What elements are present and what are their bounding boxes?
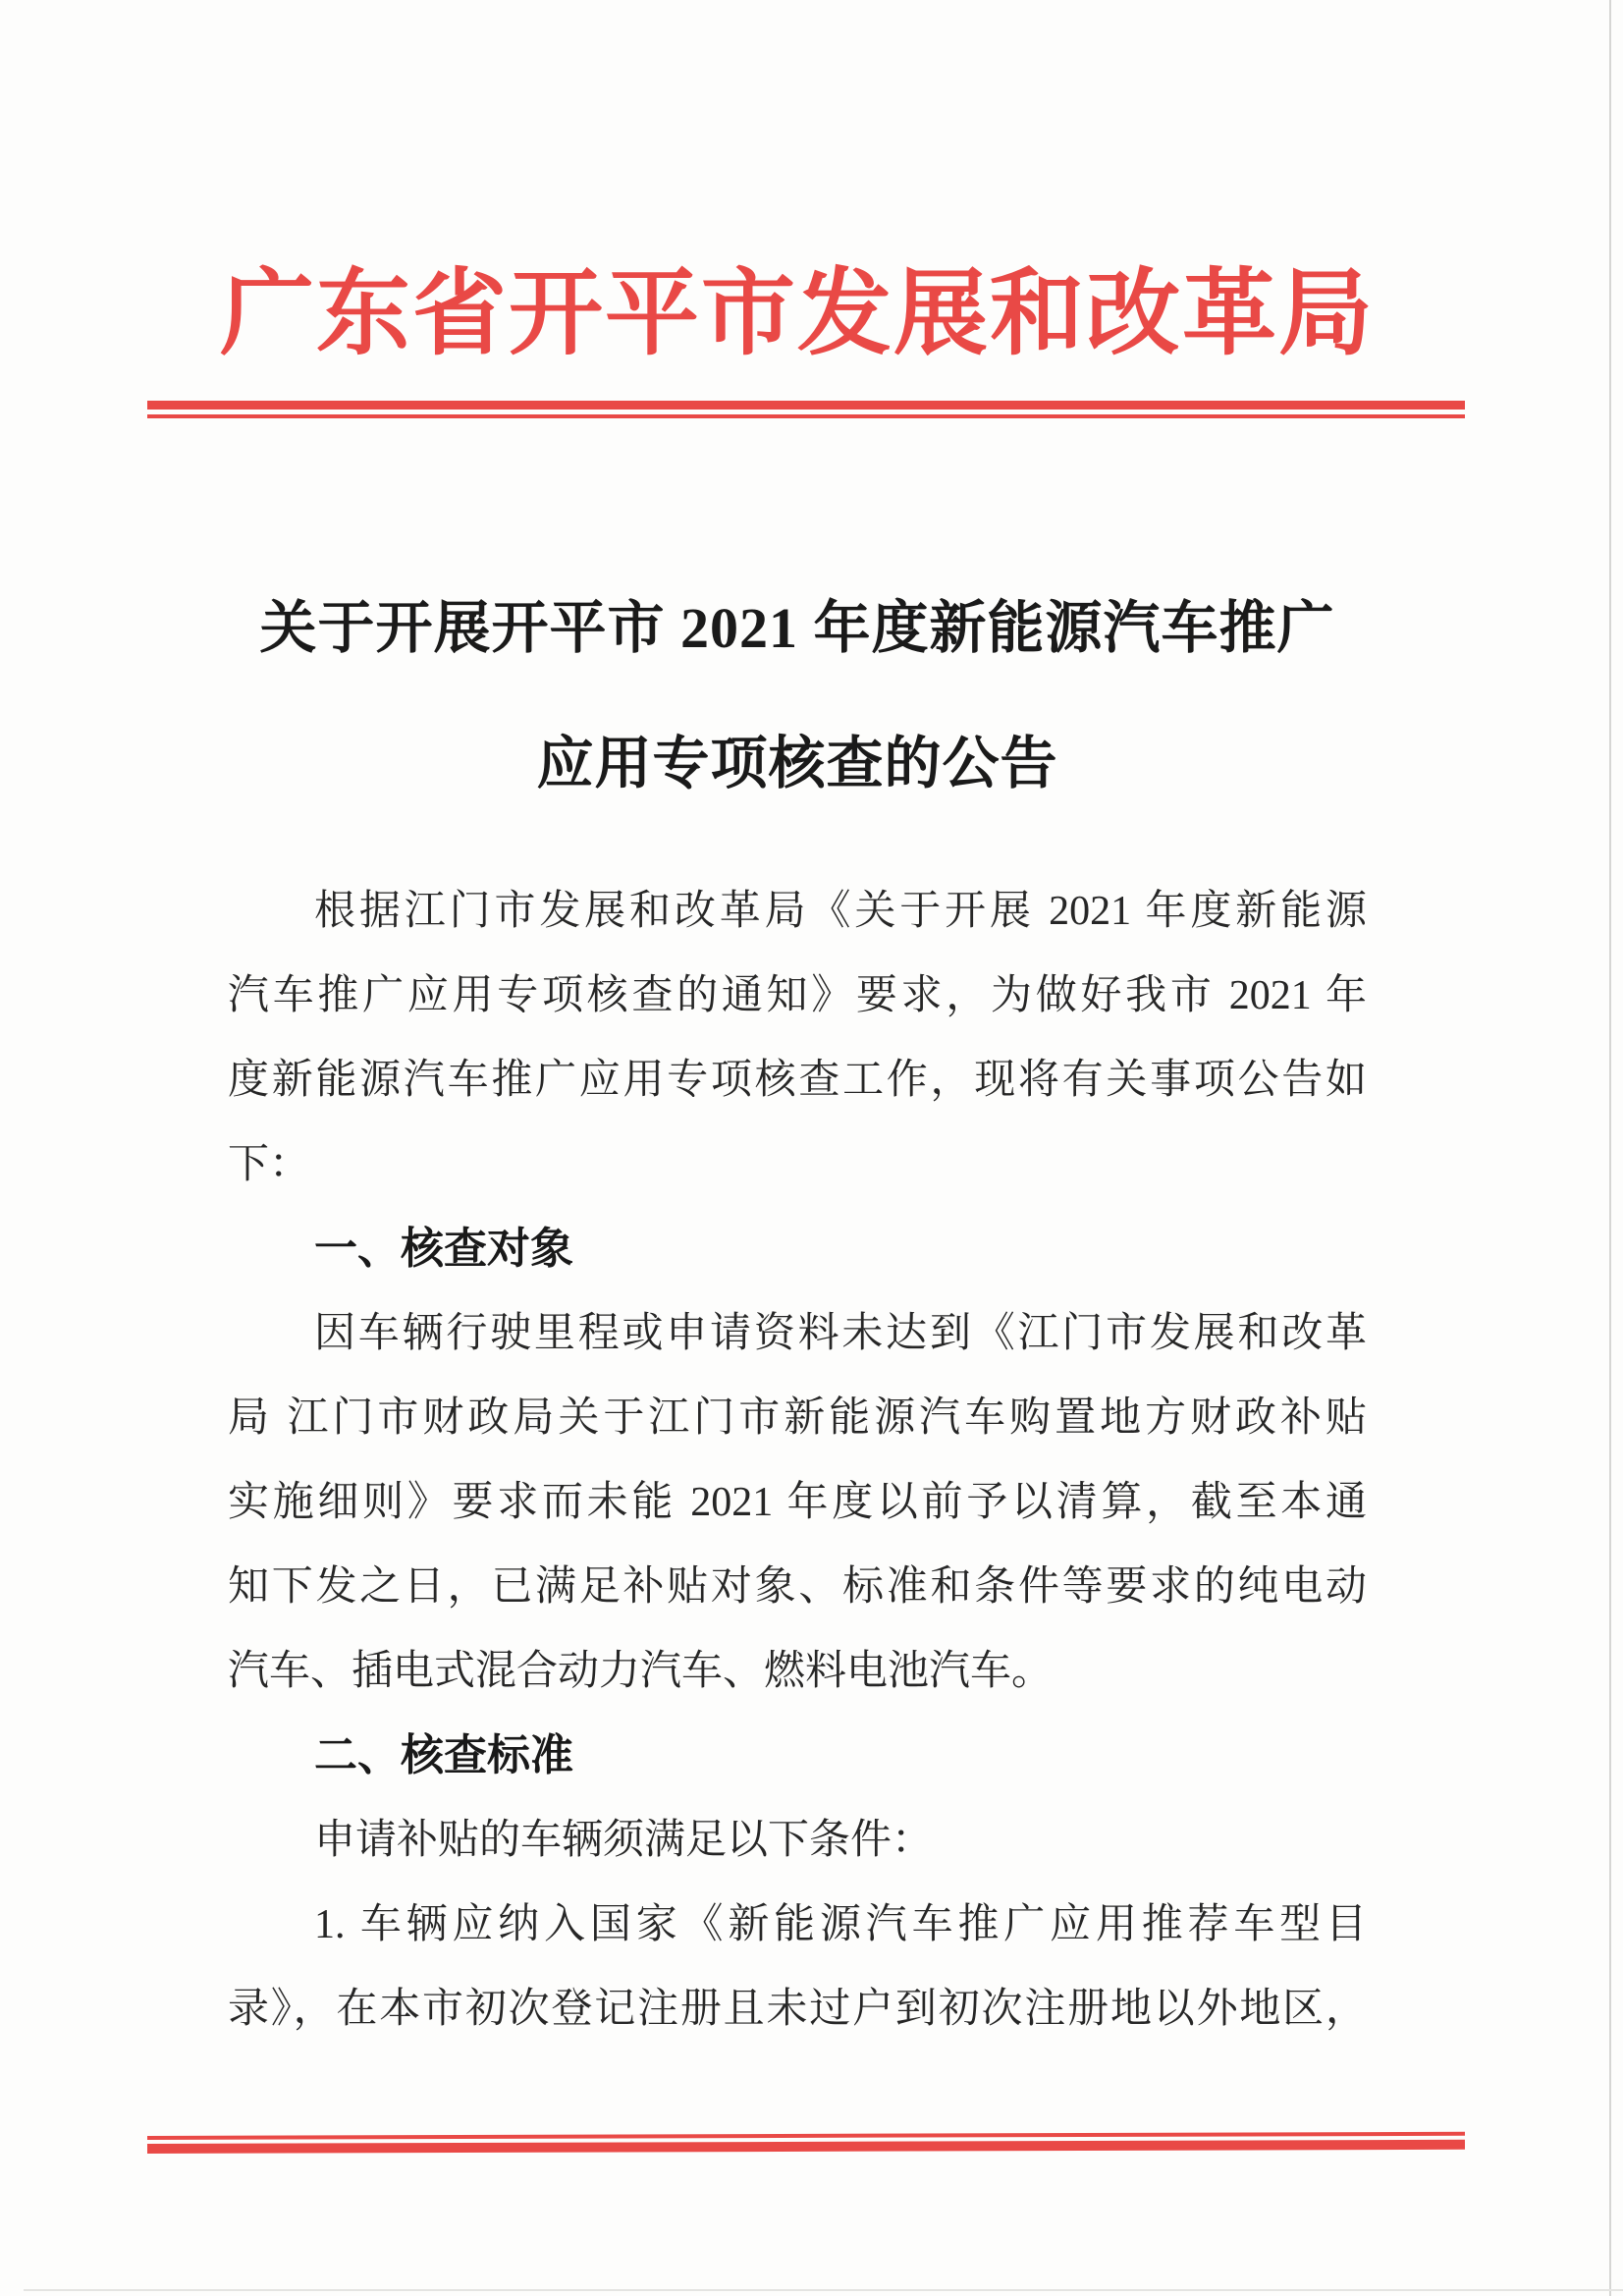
document-body	[228, 869, 1367, 2051]
footer-rule-thin	[147, 2132, 1465, 2140]
document-title	[138, 591, 1456, 801]
body-line: 实施细则》要求而未能 2021 年度以前予以清算，截至本通	[228, 1480, 1367, 1525]
body-line: 汽车推广应用专项核查的通知》要求，为做好我市 2021 年	[228, 973, 1367, 1018]
header-rule-thin	[147, 414, 1465, 418]
body-line: 因车辆行驶里程或申请资料未达到《江门市发展和改革	[314, 1311, 1367, 1356]
body-line: 局 江门市财政局关于江门市新能源汽车购置地方财政补贴	[228, 1395, 1367, 1441]
document-title-line-1: 关于开展开平市 2021 年度新能源汽车推广	[259, 596, 1335, 660]
agency-letterhead: 广东省开平市发展和改革局	[220, 261, 1375, 366]
footer-rule-thick	[147, 2140, 1465, 2154]
body-line: 知下发之日，已满足补贴对象、标准和条件等要求的纯电动	[228, 1564, 1367, 1610]
body-line: 1. 车辆应纳入国家《新能源汽车推广应用推荐车型目	[314, 1902, 1367, 1947]
section-heading-check-standard: 二、核查标准	[314, 1731, 573, 1779]
body-line: 度新能源汽车推广应用专项核查工作，现将有关事项公告如	[228, 1058, 1367, 1103]
document-title-line-2: 应用专项核查的公告	[536, 732, 1058, 795]
scan-edge-bottom	[24, 2289, 1623, 2291]
section-heading-check-target: 一、核查对象	[314, 1225, 573, 1273]
body-line: 录》，在本市初次登记注册且未过户到初次注册地以外地区，	[228, 1987, 1367, 2032]
scan-edge-right	[1609, 0, 1611, 2296]
body-line: 汽车、插电式混合动力汽车、燃料电池汽车。	[228, 1649, 1054, 1694]
body-line: 申请补贴的车辆须满足以下条件：	[314, 1818, 934, 1863]
body-line: 下：	[228, 1142, 311, 1187]
header-rule-thick	[147, 401, 1465, 410]
body-line: 根据江门市发展和改革局《关于开展 2021 年度新能源	[314, 889, 1367, 934]
